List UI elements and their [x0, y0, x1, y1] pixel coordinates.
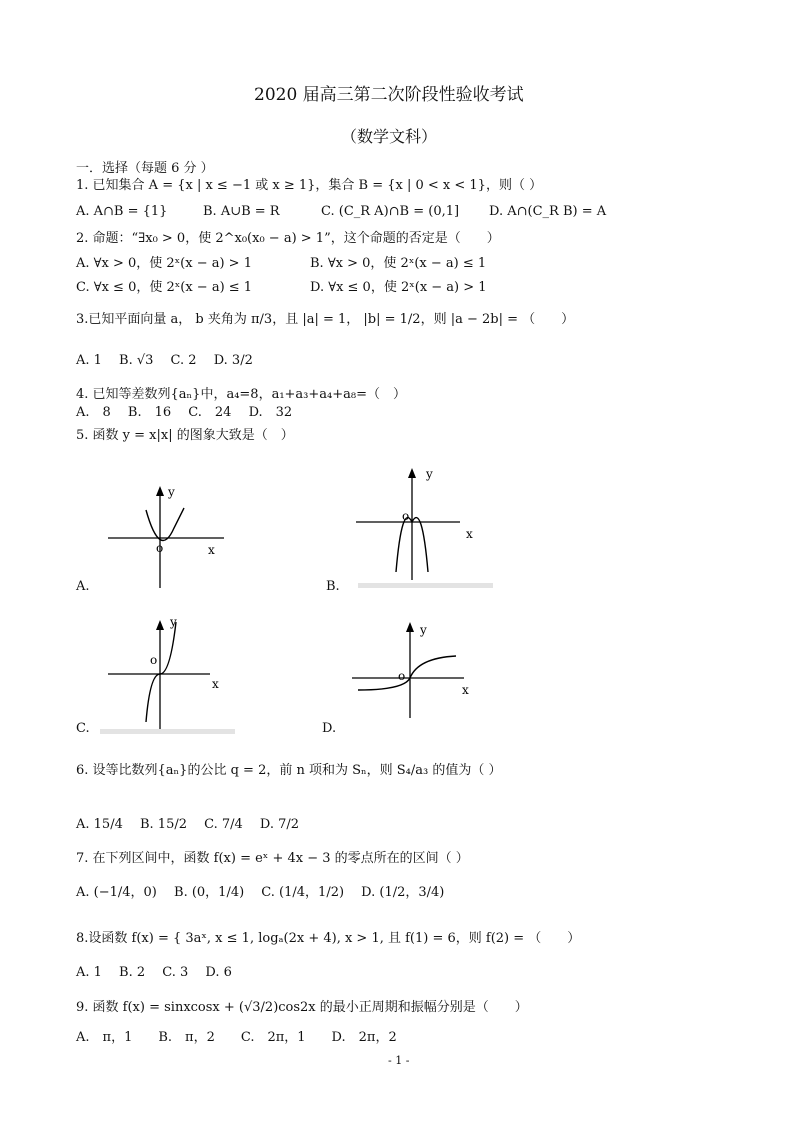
graph-d [348, 618, 488, 718]
q1-option-b: B. A∪B = R [203, 204, 280, 219]
section-heading: 一．选择（每题 6 分 ） [76, 161, 214, 176]
q6-stem: 6. 设等比数列{aₙ}的公比 q = 2，前 n 项和为 Sₙ，则 S₄/a₃ 的值为（ ） [76, 763, 502, 778]
graph-c-origin: o [150, 653, 158, 667]
graph-a [104, 480, 234, 590]
q5-option-d: D. [322, 721, 337, 736]
graph-b-origin: o [402, 509, 410, 523]
q9-options: A. π，1 B. π，2 C. 2π，1 D. 2π，2 [76, 1030, 397, 1045]
page-subtitle: （数学文科） [341, 127, 438, 146]
scan-smudge-b [358, 583, 493, 588]
q1-option-a: A. A∩B = {1} [76, 204, 168, 219]
q3-stem: 3.已知平面向量 a， b 夹角为 π/3，且 |a| = 1， |b| = 1/2，则 |a − 2b| = （ ） [76, 312, 575, 327]
q5-option-c: C. [76, 721, 90, 736]
graph-c [104, 612, 234, 732]
graph-c-x-label: x [212, 677, 219, 691]
q1-stem: 1. 已知集合 A = {x | x ≤ −1 或 x ≥ 1}，集合 B = {x | 0 < x < 1}，则（ ） [76, 178, 543, 193]
graph-d-x-label: x [462, 683, 469, 697]
graph-a-x-label: x [208, 543, 215, 557]
q3-options: A. 1 B. √3 C. 2 D. 3/2 [76, 353, 253, 368]
graph-b-x-label: x [466, 527, 473, 541]
q6-options: A. 15/4 B. 15/2 C. 7/4 D. 7/2 [76, 817, 300, 832]
graph-a-y-label: y [168, 485, 175, 499]
q8-options: A. 1 B. 2 C. 3 D. 6 [76, 965, 232, 980]
graph-d-y-label: y [420, 623, 427, 637]
graph-a-origin: o [156, 541, 164, 555]
q4-options: A. 8 B. 16 C. 24 D. 32 [76, 405, 293, 420]
q4-stem: 4. 已知等差数列{aₙ}中，a₄=8，a₁+a₃+a₄+a₈=（ ） [76, 387, 406, 402]
q2-stem: 2. 命题：“∃x₀ > 0，使 2^x₀(x₀ − a) > 1”，这个命题的否定是（ ） [76, 231, 500, 246]
q2-option-b: B. ∀x > 0，使 2ˣ(x − a) ≤ 1 [310, 256, 487, 271]
q7-options: A. (−1/4，0) B. (0，1/4) C. (1/4，1/2) D. (1/2，3/4) [76, 885, 445, 900]
scan-smudge-c [100, 729, 235, 734]
q8-stem: 8.设函数 f(x) = { 3aˣ, x ≤ 1, logₐ(2x + 4), x > 1, 且 f(1) = 6，则 f(2) = （ ） [76, 931, 581, 946]
graph-d-origin: o [398, 669, 406, 683]
q5-option-b: B. [326, 579, 340, 594]
graph-b-y-label: y [426, 467, 433, 481]
q5-stem: 5. 函数 y = x|x| 的图象大致是（ ） [76, 428, 294, 443]
page-title: 2020 届高三第二次阶段性验收考试 [254, 85, 524, 105]
q2-option-c: C. ∀x ≤ 0，使 2ˣ(x − a) ≤ 1 [76, 280, 253, 295]
q2-option-a: A. ∀x > 0，使 2ˣ(x − a) > 1 [76, 256, 252, 271]
q2-option-d: D. ∀x ≤ 0，使 2ˣ(x − a) > 1 [310, 280, 487, 295]
graph-b [352, 462, 492, 582]
graph-c-y-label: y [170, 615, 177, 629]
q5-option-a: A. [76, 579, 90, 594]
q1-option-d: D. A∩(C_R B) = A [489, 204, 607, 219]
page-number: - 1 - [388, 1054, 410, 1067]
q7-stem: 7. 在下列区间中，函数 f(x) = eˣ + 4x − 3 的零点所在的区间（ ） [76, 851, 469, 866]
q9-stem: 9. 函数 f(x) = sinxcosx + (√3/2)cos2x 的最小正周期和振幅分别是（ ） [76, 1000, 528, 1015]
q1-option-c: C. (C_R A)∩B = (0,1] [321, 204, 460, 219]
